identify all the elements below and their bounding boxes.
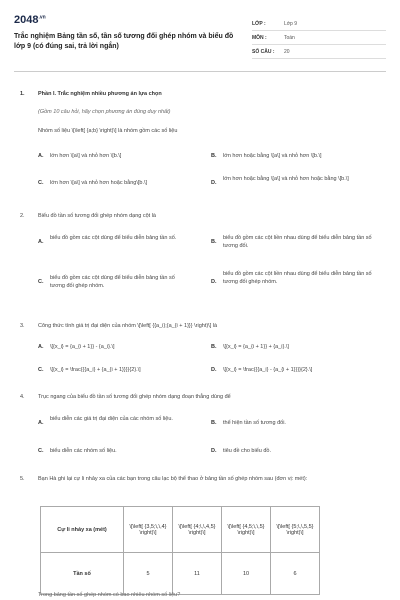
meta-row-subject [252, 31, 386, 45]
frequency-table [40, 506, 320, 595]
question-text: Bạn Hà ghi lại cự li nhảy xa của các bạn trong câu lạc bộ thể thao ở bảng tần số ghép nhóm sau (đơn vị: mét): [38, 476, 308, 482]
table-header: Tần số [41, 553, 124, 595]
logo-text: 2048 [14, 14, 39, 26]
table-cell: 5 [124, 553, 173, 595]
option-letter: C. [38, 367, 44, 373]
question-number: 1. [20, 91, 25, 97]
option-text: biểu đồ gồm các cột liền nhau dùng để biểu diễn bảng tần số tương đối. [223, 235, 372, 249]
meta-key: LỚP : [252, 20, 266, 27]
option-text: biểu diễn các nhóm số liệu. [50, 448, 117, 454]
option-text: biểu đồ gồm các cột dùng để biểu diễn bảng tần số. [50, 235, 177, 241]
question-text: Công thức tính giá trị đại diện của nhóm \[\left[ {{a_i};{a_{i + 1}}} \right)\] là [38, 323, 218, 329]
table-header: Cự li nhảy xa (mét) [41, 507, 124, 553]
option-text: \[{x_i} = \frac{{{a_i} - {a_{i + 1}}}}{2}.\] [223, 367, 313, 373]
option-text: \[{x_i} = {a_{i + 1}} + {a_i}.\] [223, 344, 289, 350]
question-number: 3. [20, 323, 25, 329]
meta-panel [252, 17, 386, 59]
meta-value: 20 [284, 48, 290, 55]
table-cell: \[\left[ {4;\,\,4,5} \right)\] [173, 507, 222, 553]
logo-suffix: .vn [38, 14, 46, 21]
option-letter: A. [38, 153, 44, 159]
option-letter: D. [211, 180, 217, 186]
question-number: 2. [20, 213, 25, 219]
option-letter: D. [211, 279, 217, 285]
option-letter: C. [38, 448, 44, 454]
question-text: Trục ngang của biểu đồ tần số tương đối ghép nhóm dạng đoạn thẳng dùng để [38, 394, 231, 400]
option-text: thể hiện tần số tương đối. [223, 420, 286, 426]
meta-row-count [252, 45, 386, 59]
question-number: 5. [20, 476, 25, 482]
option-text: biểu đồ gồm các cột dùng để biểu diễn bảng tần số tương đối ghép nhóm. [50, 275, 175, 289]
table-cell: 6 [271, 553, 320, 595]
option-letter: B. [211, 239, 217, 245]
option-text: lớn hơn \[a\] và nhỏ hơn \[b.\] [50, 153, 122, 159]
option-text: biểu đồ gồm các cột liền nhau dùng để biểu diễn bảng tần số tương đối ghép nhóm. [223, 271, 372, 285]
meta-row-class [252, 17, 386, 31]
question-text-partial: Trong bảng tần số ghép nhóm có bao nhiêu nhóm số liệu? [38, 592, 181, 598]
part-title: Phần I. Trắc nghiệm nhiều phương án lựa chọn [38, 91, 162, 97]
table-cell: \[\left[ {3,5;\,\,4} \right)\] [124, 507, 173, 553]
part-note: (Gồm 10 câu hỏi, hãy chọn phương án đúng duy nhất) [38, 109, 171, 115]
meta-value: Lớp 9 [284, 20, 298, 27]
table-cell: 10 [222, 553, 271, 595]
option-letter: B. [211, 420, 217, 426]
option-text: lớn hơn hoặc bằng \[a\] và nhỏ hơn hoặc bằng \[b.\] [223, 176, 349, 182]
option-text: tiêu đề cho biểu đồ. [223, 448, 272, 454]
option-letter: B. [211, 344, 217, 350]
table-cell: \[\left[ {5;\,\,5,5} \right)\] [271, 507, 320, 553]
option-text: \[{x_i} = {a_{i + 1}} - {a_i}.\] [50, 344, 115, 350]
option-letter: B. [211, 153, 217, 159]
table-row [41, 507, 320, 553]
option-text: \[{x_i} = \frac{{{a_i} + {a_{i + 1}}}}{2}.\] [50, 367, 141, 373]
table-cell: \[\left[ {4,5;\,\,5} \right)\] [222, 507, 271, 553]
question-number: 4. [20, 394, 25, 400]
option-text: lớn hơn hoặc bằng \[a\] và nhỏ hơn \[b.\] [223, 153, 322, 159]
page-title: Trắc nghiệm Bảng tần số, tần số tương đối ghép nhóm và biểu đồ lớp 9 (có đúng sai, trả lời ngắn) [14, 33, 234, 50]
option-letter: C. [38, 279, 44, 285]
option-letter: C. [38, 180, 44, 186]
meta-key: SỐ CÂU : [252, 48, 275, 55]
option-text: lớn hơn \[a\] và nhỏ hơn hoặc bằng\[b.\] [50, 180, 148, 186]
option-letter: A. [38, 344, 44, 350]
option-letter: A. [38, 420, 44, 426]
site-logo[interactable] [14, 14, 46, 26]
meta-value: Toán [284, 34, 295, 41]
header-divider [14, 71, 386, 72]
table-cell: 11 [173, 553, 222, 595]
meta-key: MÔN : [252, 34, 267, 41]
option-letter: D. [211, 448, 217, 454]
question-text: Nhóm số liệu \[\left[ {a;b} \right)\] là nhóm gồm các số liệu [38, 128, 178, 134]
table-row [41, 553, 320, 595]
option-text: biểu diễn các giá trị đại diện của các nhóm số liệu. [50, 416, 173, 422]
option-letter: A. [38, 239, 44, 245]
question-text: Biểu đồ tần số tương đối ghép nhóm dạng cột là [38, 213, 156, 219]
option-letter: D. [211, 367, 217, 373]
